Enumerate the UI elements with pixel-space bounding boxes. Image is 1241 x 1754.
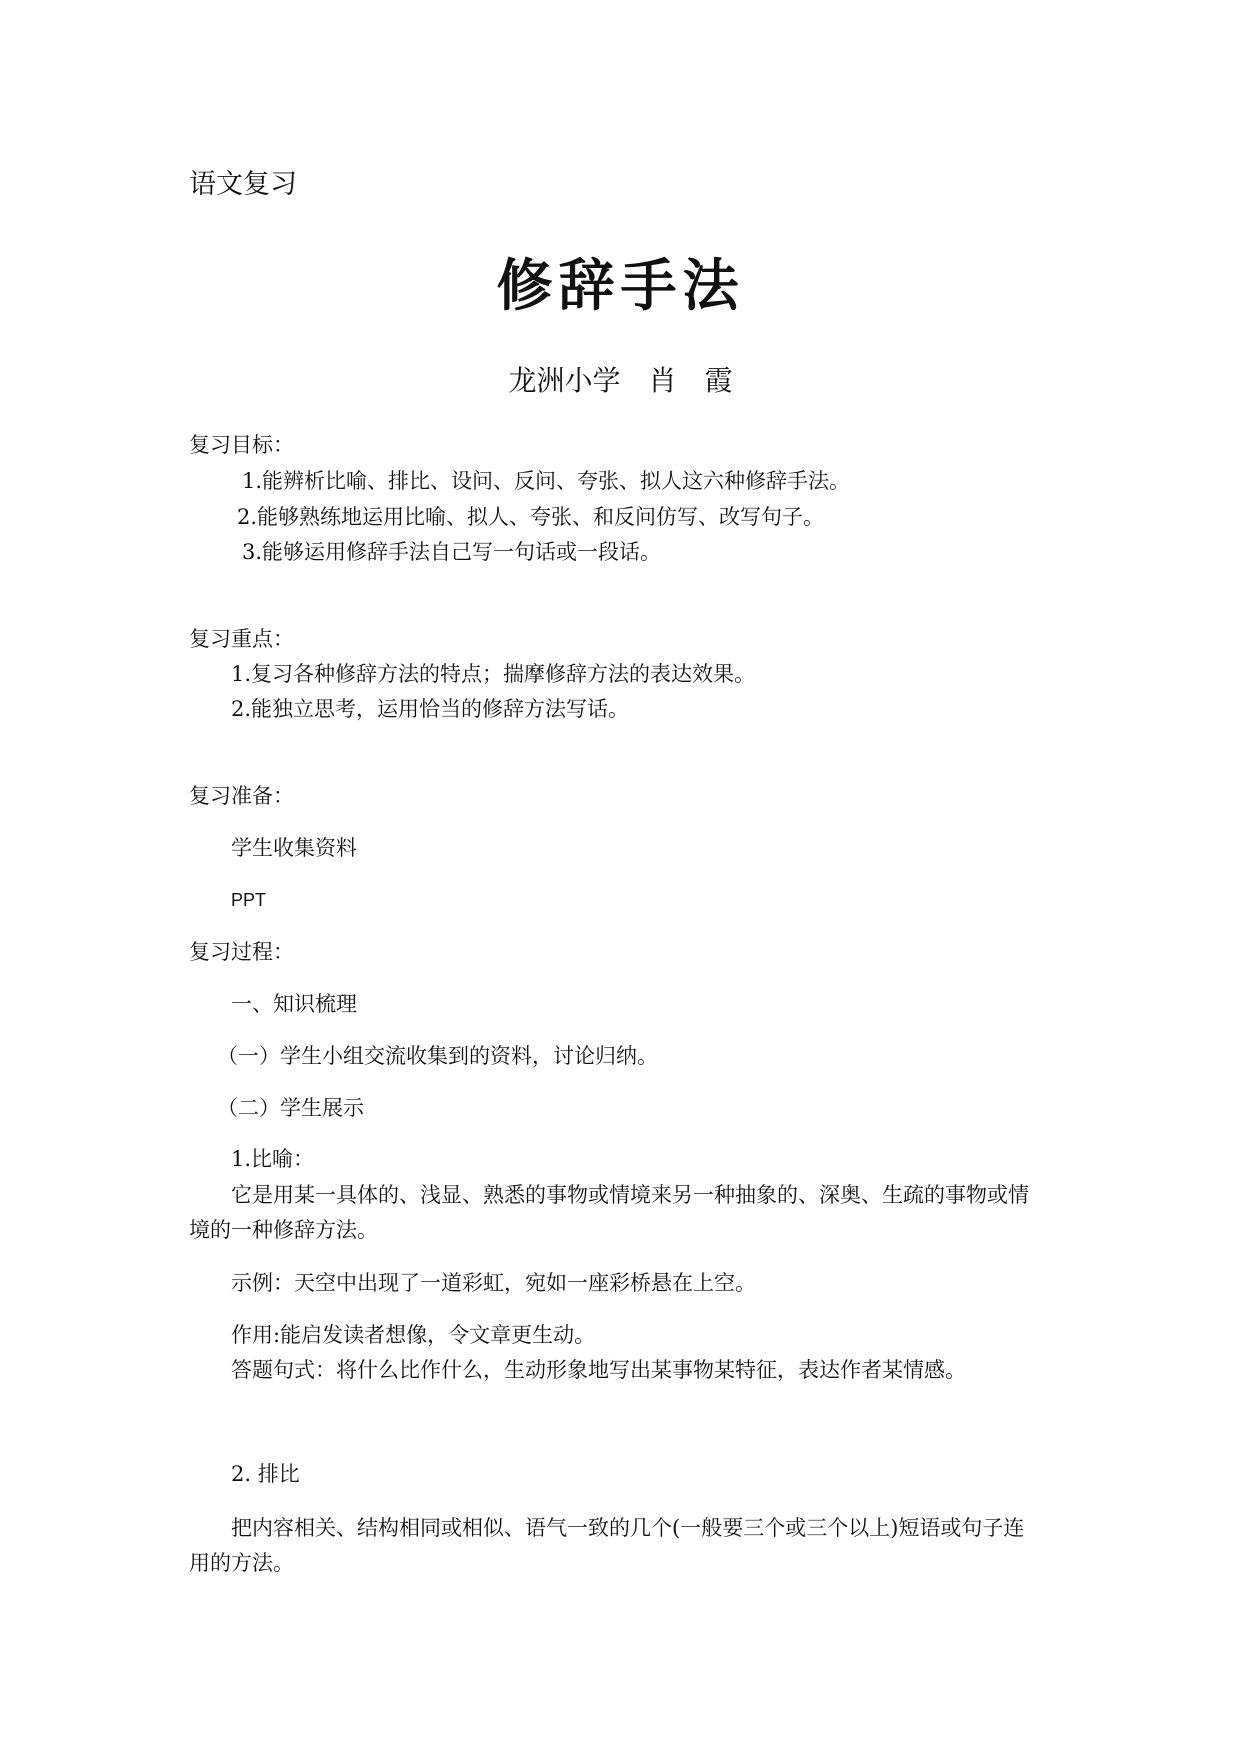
document-title: 修辞手法 (496, 254, 745, 319)
review-goal-item: 1.能辨析比喻、排比、设问、反问、夸张、拟人这六种修辞手法。 (242, 469, 851, 493)
review-goal-item: 2.能够熟练地运用比喻、拟人、夸张、和反问仿写、改写句子。 (237, 505, 825, 529)
review-focus-item: 2.能独立思考，运用恰当的修辞方法写话。 (231, 697, 630, 721)
review-goal-item: 3.能够运用修辞手法自己写一句话或一段话。 (242, 540, 662, 564)
review-prep-heading: 复习准备： (189, 784, 294, 808)
review-focus-heading: 复习重点： (189, 627, 294, 651)
metaphor-answer-pattern: 答题句式：将什么比作什么，生动形象地写出某事物某特征，表达作者某情感。 (231, 1358, 966, 1382)
parallelism-heading: 2. 排比 (231, 1462, 300, 1486)
metaphor-example: 示例：天空中出现了一道彩虹，宛如一座彩桥悬在上空。 (231, 1271, 756, 1295)
metaphor-function: 作用:能启发读者想像，令文章更生动。 (231, 1323, 596, 1347)
metaphor-definition: 境的一种修辞方法。 (189, 1218, 378, 1242)
metaphor-heading: 1.比喻： (231, 1147, 315, 1171)
review-focus-item: 1.复习各种修辞方法的特点；揣摩修辞方法的表达效果。 (231, 662, 756, 686)
review-goals-heading: 复习目标： (189, 433, 294, 457)
review-process-heading: 复习过程： (189, 940, 294, 964)
process-step: （一）学生小组交流收集到的资料，讨论归纳。 (217, 1044, 658, 1068)
author-line: 龙洲小学 肖 霞 (508, 364, 733, 397)
review-prep-item: 学生收集资料 (231, 836, 357, 860)
process-step: （二）学生展示 (217, 1096, 364, 1120)
parallelism-definition: 用的方法。 (189, 1551, 294, 1575)
review-prep-item: PPT (231, 890, 267, 910)
section-heading: 一、知识梳理 (231, 992, 357, 1016)
parallelism-definition: 把内容相关、结构相同或相似、语气一致的几个(一般要三个或三个以上)短语或句子连 (231, 1516, 1025, 1540)
document-subject: 语文复习 (189, 169, 297, 200)
metaphor-definition: 它是用某一具体的、浅显、熟悉的事物或情境来另一种抽象的、深奥、生疏的事物或情 (231, 1183, 1029, 1207)
